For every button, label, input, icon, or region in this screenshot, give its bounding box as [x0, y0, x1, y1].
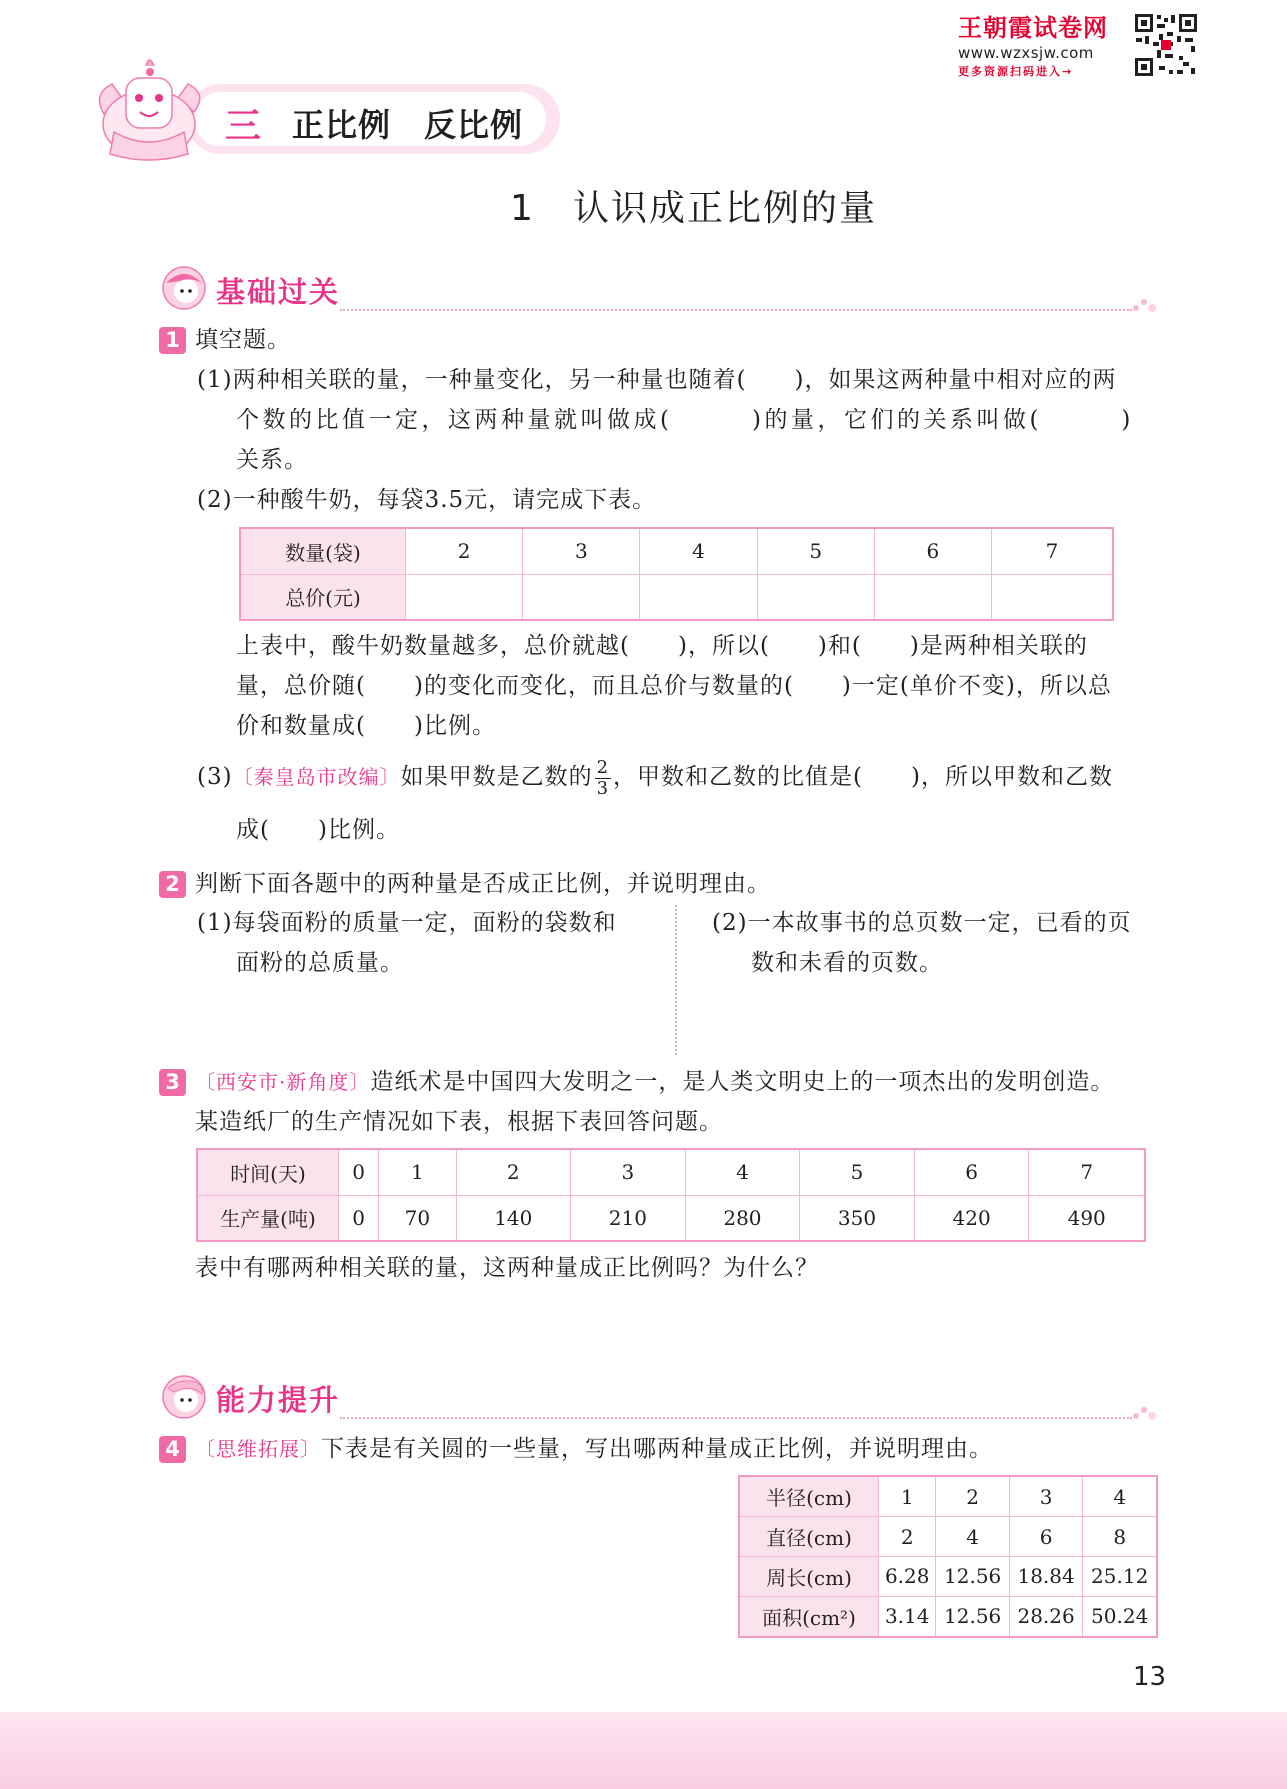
girl-avatar-icon: [160, 265, 210, 311]
table-cell: 25.12: [1083, 1556, 1157, 1596]
question-badge-4: 4: [159, 1436, 186, 1463]
table-header-cell: 时间(天): [197, 1149, 339, 1195]
chapter-title: 正比例 反比例: [292, 106, 524, 144]
q1-p2-after-line2: 量，总价随( )的变化而变化，而且总价与数量的( )一定(单价不变)，所以总: [236, 673, 1112, 699]
chapter-number: 三: [225, 106, 262, 147]
brand-tip: 更多资源扫码进入→: [958, 65, 1074, 78]
table-cell: 6: [874, 528, 991, 574]
fraction: [595, 758, 611, 799]
table-cell: 0: [339, 1195, 379, 1241]
q1-p3-line2: 成( )比例。: [236, 817, 400, 843]
lesson-title: 1 认识成正比例的量: [510, 188, 877, 229]
table-cell: 0: [339, 1149, 379, 1195]
section-divider: [340, 309, 1132, 311]
q1-p3-text-b: ，甲数和乙数的比值是( )，所以甲数和乙数: [613, 764, 1113, 790]
table-cell: 3.14: [879, 1596, 936, 1637]
q1-p2-after-line1: 上表中，酸牛奶数量越多，总价就越( )，所以( )和( )是两种相关联的: [236, 633, 1088, 659]
table-cell: 210: [571, 1195, 686, 1241]
table-cell: 1: [879, 1476, 936, 1517]
table-header-cell: 生产量(吨): [197, 1195, 339, 1241]
q4-line: [195, 1429, 993, 1469]
answer-cell[interactable]: [640, 574, 757, 620]
q2-left-line2: 面粉的总质量。: [236, 950, 404, 976]
table-cell: 420: [914, 1195, 1029, 1241]
q1-p2-after-line3: 价和数量成( )比例。: [236, 713, 496, 739]
table-cell: 490: [1029, 1195, 1145, 1241]
q1-p3-line1: [197, 757, 1113, 799]
dots-decoration-icon: [1130, 1402, 1158, 1422]
answer-cell[interactable]: [523, 574, 640, 620]
table-cell: 5: [800, 1149, 915, 1195]
table-cell: 7: [992, 528, 1113, 574]
column-divider: [675, 905, 677, 1055]
q3-line2: 某造纸厂的生产情况如下表，根据下表回答问题。: [195, 1109, 723, 1135]
yogurt-price-table: [239, 527, 1114, 621]
q3-line1-text: 造纸术是中国四大发明之一，是人类文明史上的一项杰出的发明创造。: [370, 1069, 1115, 1095]
answer-cell[interactable]: [992, 574, 1113, 620]
q2-left-line1: (1)每袋面粉的质量一定，面粉的袋数和: [197, 910, 617, 936]
table-cell: 140: [456, 1195, 571, 1241]
brand-name: 王朝霞试卷网: [958, 14, 1108, 42]
table-cell: 3: [1009, 1476, 1082, 1517]
table-cell: 6: [1009, 1517, 1082, 1557]
table-cell: 2: [936, 1476, 1009, 1517]
q3-question: 表中有哪两种相关联的量，这两种量成正比例吗？为什么？: [195, 1255, 819, 1281]
fraction-denominator: 3: [596, 777, 610, 799]
q2-right-line2: 数和未看的页数。: [751, 950, 943, 976]
table-header-cell: 半径(cm): [739, 1476, 879, 1517]
table-cell: 2: [879, 1517, 936, 1557]
table-cell: 4: [685, 1149, 800, 1195]
circle-measures-table: [738, 1475, 1158, 1638]
mascot-illustration-icon: [84, 54, 214, 164]
q2-title: 判断下面各题中的两种量是否成正比例，并说明理由。: [195, 871, 771, 897]
boy-avatar-icon: [160, 1374, 210, 1420]
dots-decoration-icon: [1130, 294, 1158, 314]
q2-right-line1: (2)一本故事书的总页数一定，已看的页: [712, 910, 1132, 936]
fraction-numerator: 2: [596, 756, 610, 778]
table-cell: 3: [571, 1149, 686, 1195]
table-cell: 8: [1083, 1517, 1157, 1557]
section-divider: [340, 1417, 1132, 1419]
table-cell: 350: [800, 1195, 915, 1241]
question-badge-2: 2: [159, 871, 186, 898]
table-cell: 6: [914, 1149, 1029, 1195]
source-tag: 〔思维拓展〕: [195, 1437, 321, 1461]
table-cell: 4: [1083, 1476, 1157, 1517]
answer-cell[interactable]: [757, 574, 874, 620]
source-tag: 〔秦皇岛市改编〕: [232, 765, 401, 789]
table-header-cell: 面积(cm²): [739, 1596, 879, 1637]
paper-production-table: [196, 1148, 1146, 1242]
table-cell: 7: [1029, 1149, 1145, 1195]
table-cell: 3: [523, 528, 640, 574]
table-cell: 4: [936, 1517, 1009, 1557]
q1-p1-line1: (1)两种相关联的量，一种量变化，另一种量也随着( )，如果这两种量中相对应的两: [197, 367, 1117, 393]
table-cell: 6.28: [879, 1556, 936, 1596]
table-cell: 2: [406, 528, 523, 574]
table-cell: 5: [757, 528, 874, 574]
table-cell: 28.26: [1009, 1596, 1082, 1637]
q4-text: 下表是有关圆的一些量，写出哪两种量成正比例，并说明理由。: [321, 1436, 993, 1462]
footer-band: [0, 1712, 1287, 1789]
table-cell: 12.56: [936, 1596, 1009, 1637]
table-cell: 18.84: [1009, 1556, 1082, 1596]
section-title-basic: 基础过关: [216, 275, 341, 309]
q1-p2-line1: (2)一种酸牛奶，每袋3.5元，请完成下表。: [197, 487, 657, 513]
answer-cell[interactable]: [874, 574, 991, 620]
answer-cell[interactable]: [406, 574, 523, 620]
brand-block: [958, 8, 1130, 79]
table-cell: 12.56: [936, 1556, 1009, 1596]
table-cell: 70: [379, 1195, 456, 1241]
qr-code-icon[interactable]: [1133, 12, 1199, 78]
table-header-cell: 周长(cm): [739, 1556, 879, 1596]
q1-p3-prefix: (3): [197, 764, 233, 790]
page-number: 13: [1133, 1662, 1167, 1692]
section-title-advanced: 能力提升: [216, 1383, 341, 1417]
table-header-cell: 直径(cm): [739, 1517, 879, 1557]
q1-title: 填空题。: [195, 327, 291, 353]
q3-line1: [195, 1062, 1114, 1102]
q1-p1-line3: 关系。: [236, 447, 308, 473]
question-badge-1: 1: [159, 327, 186, 354]
brand-url[interactable]: www.wzxsjw.com: [958, 44, 1094, 62]
table-cell: 280: [685, 1195, 800, 1241]
q1-p3-text-a: 如果甲数是乙数的: [400, 764, 593, 790]
table-cell: 1: [379, 1149, 456, 1195]
question-badge-3: 3: [159, 1069, 186, 1096]
table-header-cell: 总价(元): [240, 574, 406, 620]
source-tag: 〔西安市·新角度〕: [195, 1070, 371, 1094]
table-cell: 50.24: [1083, 1596, 1157, 1637]
table-cell: 4: [640, 528, 757, 574]
table-header-cell: 数量(袋): [240, 528, 406, 574]
table-cell: 2: [456, 1149, 571, 1195]
q1-p1-line2: 个数的比值一定，这两种量就叫做成( )的量，它们的关系叫做( ): [236, 407, 1134, 433]
